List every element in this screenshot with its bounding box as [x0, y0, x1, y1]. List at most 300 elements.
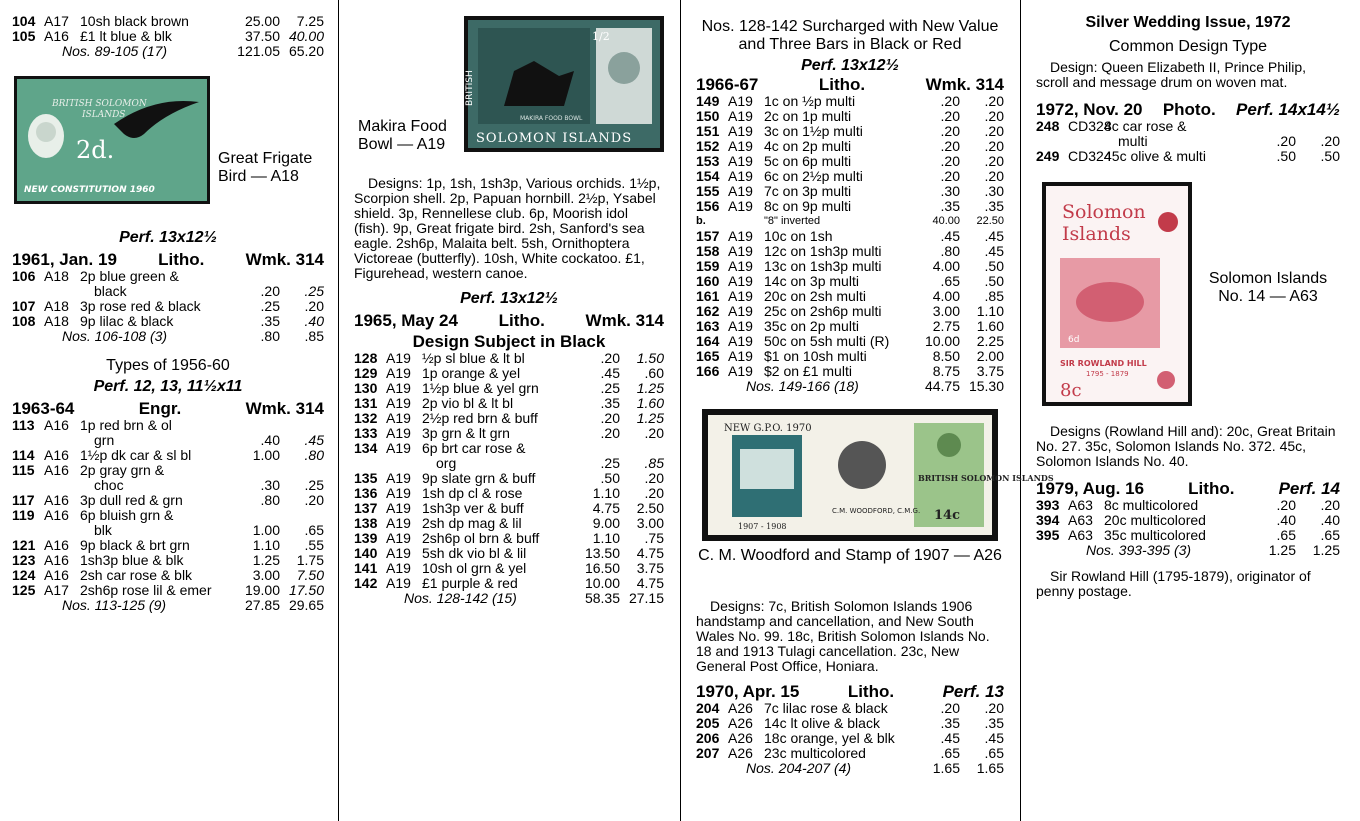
total-unused: 121.05	[237, 43, 280, 59]
description: 10sh black brown	[80, 13, 189, 29]
design-type	[44, 478, 80, 493]
catalog-number: 125	[12, 582, 36, 598]
listing-row	[354, 426, 664, 441]
used-value: 1.50	[636, 350, 664, 366]
description: 23c multicolored	[764, 745, 866, 761]
listing-top	[12, 14, 324, 44]
design-type: A16	[44, 552, 69, 568]
description: 9p black & brt grn	[80, 537, 190, 553]
description: 2sh car rose & blk	[80, 567, 193, 583]
listing-row	[354, 531, 664, 546]
unused-value: 1.00	[252, 447, 280, 463]
unused-value: .20	[1276, 133, 1296, 149]
design-type: A16	[44, 537, 69, 553]
unused-value: .35	[940, 198, 960, 214]
used-value: .30	[984, 183, 1004, 199]
catalog-number: 157	[696, 228, 720, 244]
listing-row	[12, 314, 324, 329]
listing-row	[696, 746, 1004, 761]
used-value: .55	[304, 537, 324, 553]
svg-text:SIR ROWLAND HILL: SIR ROWLAND HILL	[1060, 359, 1147, 368]
unused-value: .20	[1276, 497, 1296, 513]
unused-value: 4.00	[932, 288, 960, 304]
listing-row	[12, 493, 324, 508]
design-type: A16	[44, 507, 69, 523]
listing-row	[354, 516, 664, 531]
catalog-number: 149	[696, 93, 720, 109]
description: blk	[94, 522, 112, 538]
used-value: 2.50	[636, 500, 664, 516]
designs-note: Designs: 1p, 1sh, 1sh3p, Various orchids. 1½p, Scorpion shell. 2p, Papuan hornbill. 2½p, Ysabel shield. 3p, Rennellese club. 6p, Moorish idol (fish). 9p, Great frigate bird. 2sh, Sanford's sea eagle. 2sh6p, Malaita belt. 5sh, Ornithoptera Victoreae (butterfly). 10sh, White cockatoo. £1, Figurehead, western canoe.	[354, 175, 661, 281]
description: 6p bluish grn &	[80, 507, 174, 523]
used-value: .20	[644, 485, 664, 501]
description: 35c on 2p multi	[764, 318, 859, 334]
unused-value: .40	[1276, 512, 1296, 528]
listing-row	[1036, 528, 1340, 543]
queen-portrait-icon	[608, 52, 640, 84]
description: 3p dull red & grn	[80, 492, 183, 508]
catalog-number: 133	[354, 425, 378, 441]
total-label: Nos. 149-166 (18)	[746, 378, 859, 394]
design-subject: Design Subject in Black	[412, 332, 606, 351]
island-icon	[1076, 282, 1144, 322]
issue-heading	[12, 250, 324, 269]
design-type: A19	[728, 363, 753, 379]
catalog-number: 107	[12, 298, 36, 314]
total-unused: 44.75	[924, 378, 960, 394]
unused-value: .20	[940, 700, 960, 716]
issue-process: Photo.	[1162, 100, 1216, 119]
unused-value: .45	[940, 228, 960, 244]
design-type: CD324	[1068, 148, 1112, 164]
used-value: .20	[304, 298, 324, 314]
design-type: CD324	[1068, 118, 1112, 134]
design-type	[1068, 134, 1104, 149]
design-type: A19	[386, 410, 411, 426]
unused-value: .25	[600, 455, 620, 471]
description: 2½p red brn & buff	[422, 410, 538, 426]
used-value: 22.50	[976, 215, 1004, 227]
unused-value: .45	[600, 365, 620, 381]
svg-text:MAKIRA FOOD BOWL: MAKIRA FOOD BOWL	[520, 115, 583, 122]
issue-date: 1966-67	[696, 75, 759, 94]
unused-value: .35	[260, 313, 280, 329]
description: £1 lt blue & blk	[80, 28, 172, 44]
rowland-hill-portrait-icon	[1157, 371, 1175, 389]
unused-value: 1.00	[252, 522, 280, 538]
design-type: A16	[44, 28, 69, 44]
issue-perf: Perf. 14	[1278, 479, 1340, 498]
catalog-number	[354, 456, 386, 471]
issue-subtitle: Common Design Type	[1109, 38, 1267, 55]
unused-value: 3.00	[932, 303, 960, 319]
description: 5sh dk vio bl & lil	[422, 545, 527, 561]
listing-1963	[12, 418, 324, 598]
issue-title: Silver Wedding Issue, 1972	[1085, 14, 1291, 31]
listing-row	[696, 214, 1004, 229]
unused-value: .20	[940, 138, 960, 154]
design-type: A19	[728, 183, 753, 199]
catalog-number: 131	[354, 395, 378, 411]
description: 1½p blue & yel grn	[422, 380, 539, 396]
total-unused: 58.35	[584, 590, 620, 606]
unused-value: .20	[940, 153, 960, 169]
unused-value: 25.00	[244, 13, 280, 29]
design-type: A63	[1068, 497, 1093, 513]
listing-row	[1036, 119, 1340, 134]
listing-row	[12, 478, 324, 493]
description: 5c on 6p multi	[764, 153, 852, 169]
design-type: A17	[44, 582, 69, 598]
issue-watermark: Wmk. 314	[925, 75, 1004, 94]
svg-text:8c: 8c	[1060, 380, 1082, 401]
total-used: 15.30	[968, 378, 1004, 394]
design-type: A19	[386, 485, 411, 501]
catalog-number: 113	[12, 417, 35, 433]
total-label: Nos. 113-125 (9)	[62, 597, 167, 613]
unused-value: 3.00	[252, 567, 280, 583]
catalog-number: b.	[696, 215, 706, 227]
design-type: A19	[386, 560, 411, 576]
description: £1 purple & red	[422, 575, 518, 591]
catalog-number: 117	[12, 492, 35, 508]
rowland-hill-note: Sir Rowland Hill (1795-1879), originator of penny postage.	[1036, 568, 1311, 599]
catalog-number: 132	[354, 410, 378, 426]
catalog-number: 249	[1036, 148, 1060, 164]
description: 18c orange, yel & blk	[764, 730, 895, 746]
used-value: 7.25	[296, 13, 324, 29]
design-type: A26	[728, 745, 753, 761]
total-row	[1036, 543, 1340, 557]
unused-value: .35	[600, 395, 620, 411]
description: black	[94, 283, 127, 299]
unused-value: 1.25	[252, 552, 280, 568]
listing-row	[696, 334, 1004, 349]
description: 1p red brn & ol	[80, 417, 172, 433]
unused-value: 16.50	[584, 560, 620, 576]
unused-value: 4.00	[932, 258, 960, 274]
unused-value: .20	[260, 283, 280, 299]
unused-value	[222, 508, 280, 523]
svg-text:BRITISH SOLOMON ISLANDS: BRITISH SOLOMON ISLANDS	[918, 473, 1054, 483]
listing-row	[696, 701, 1004, 716]
issue-watermark: Wmk. 314	[245, 399, 324, 418]
catalog-number: 153	[696, 153, 720, 169]
listing-row	[696, 364, 1004, 379]
total-row	[12, 598, 324, 612]
catalog-number: 138	[354, 515, 378, 531]
unused-value: 10.00	[584, 575, 620, 591]
description: "8" inverted	[764, 215, 821, 227]
column-rule	[338, 0, 339, 821]
issue-heading	[12, 399, 324, 418]
design-type: A26	[728, 700, 753, 716]
listing-row	[696, 716, 1004, 731]
svg-text:NEW G.P.O. 1970: NEW G.P.O. 1970	[724, 423, 812, 434]
unused-value	[1238, 119, 1296, 134]
unused-value: 9.00	[592, 515, 620, 531]
unused-value: .80	[260, 492, 280, 508]
design-type: A19	[728, 258, 753, 274]
issue-process: Litho.	[818, 75, 866, 94]
unused-value: 1.10	[592, 530, 620, 546]
used-value: .20	[984, 93, 1004, 109]
used-value	[620, 441, 664, 456]
design-type: A19	[728, 153, 753, 169]
catalog-number: 205	[696, 715, 720, 731]
designs-note: Designs (Rowland Hill and): 20c, Great Britain No. 27. 35c, Solomon Islands No. 372. 45c, Solomon Islands No. 40.	[1036, 423, 1336, 469]
design-type: A19	[728, 348, 753, 364]
description: 35c multicolored	[1104, 527, 1206, 543]
column-2	[354, 0, 664, 821]
design-type: A16	[44, 447, 69, 463]
used-value: 17.50	[288, 582, 324, 598]
used-value: .35	[984, 715, 1004, 731]
used-value: .65	[1320, 527, 1340, 543]
catalog-number: 115	[12, 462, 35, 478]
unused-value: 8.75	[932, 363, 960, 379]
issue-perf: Perf. 14x14½	[1236, 100, 1340, 119]
listing-row	[12, 284, 324, 299]
issue-watermark: Wmk. 314	[245, 250, 324, 269]
listing-row	[12, 553, 324, 568]
description: 45c olive & multi	[1104, 148, 1206, 164]
unused-value: .45	[940, 730, 960, 746]
unused-value: 37.50	[244, 28, 280, 44]
svg-text:Islands: Islands	[1062, 223, 1131, 245]
unused-value	[222, 418, 280, 433]
description: 14c lt olive & black	[764, 715, 880, 731]
issue-process: Engr.	[138, 399, 182, 418]
issue-date: 1963-64	[12, 399, 75, 418]
catalog-number: 121	[12, 537, 36, 553]
stamp-a19-block	[354, 14, 664, 164]
catalog-number: 123	[12, 552, 36, 568]
catalog-number: 394	[1036, 512, 1060, 528]
design-type: A19	[728, 168, 753, 184]
total-row	[696, 379, 1004, 393]
design-type: A19	[386, 380, 411, 396]
column-4	[1036, 0, 1340, 821]
catalog-number: 166	[696, 363, 720, 379]
unused-value: .20	[940, 168, 960, 184]
used-value: 4.75	[636, 575, 664, 591]
listing-row	[354, 396, 664, 411]
unused-value: .30	[260, 477, 280, 493]
total-used: 29.65	[288, 597, 324, 613]
issue-date: 1979, Aug. 16	[1036, 479, 1145, 498]
catalog-number: 104	[12, 13, 36, 29]
issue-process: Litho.	[498, 311, 545, 330]
designs-note: Designs: 7c, British Solomon Islands 1906 handstamp and cancellation, and New South Wales No. 99. 18c, British Solomon Islands No. 18 and 1913 Tulagi cancellation. 23c, New General Post Office, Honiara.	[696, 598, 990, 674]
design-type: A16	[44, 567, 69, 583]
unused-value: 1.10	[592, 485, 620, 501]
catalog-number: 139	[354, 530, 378, 546]
unused-value	[222, 269, 280, 284]
listing-row	[12, 269, 324, 284]
catalog-number: 248	[1036, 118, 1060, 134]
used-value	[280, 463, 324, 478]
catalog-number: 106	[12, 268, 36, 284]
unused-value: .20	[940, 108, 960, 124]
catalog-number: 141	[354, 560, 378, 576]
total-row	[12, 329, 324, 343]
design-type: A63	[1068, 527, 1093, 543]
total-used: 1.25	[1312, 542, 1340, 558]
used-value: .20	[984, 700, 1004, 716]
catalog-number: 129	[354, 365, 378, 381]
catalog-number: 160	[696, 273, 720, 289]
used-value: .45	[984, 228, 1004, 244]
listing-row	[354, 486, 664, 501]
design-type: A19	[386, 470, 411, 486]
listing-row	[1036, 134, 1340, 149]
catalog-number: 164	[696, 333, 720, 349]
listing-1966	[696, 94, 1004, 379]
used-value: .20	[304, 492, 324, 508]
svg-text:SOLOMON ISLANDS: SOLOMON ISLANDS	[476, 131, 633, 146]
catalog-number: 155	[696, 183, 720, 199]
unused-value: .50	[600, 470, 620, 486]
listing-row	[12, 508, 324, 523]
used-value: .45	[984, 243, 1004, 259]
used-value: .50	[984, 258, 1004, 274]
svg-text:6d: 6d	[1068, 335, 1080, 345]
used-value: .85	[644, 455, 664, 471]
svg-text:BRITISH SOLOMON: BRITISH SOLOMON	[52, 99, 147, 109]
listing-row	[12, 29, 324, 44]
design-type: A19	[728, 93, 753, 109]
catalog-number: 393	[1036, 497, 1060, 513]
issue-heading	[1036, 100, 1340, 119]
total-unused: .80	[260, 328, 280, 344]
listing-row	[696, 184, 1004, 199]
description: 9p slate grn & buff	[422, 470, 536, 486]
listing-row	[354, 501, 664, 516]
queen-portrait-icon	[1158, 212, 1178, 232]
design-type: A18	[44, 313, 69, 329]
used-value: .25	[304, 477, 324, 493]
listing-row	[12, 538, 324, 553]
total-label: Nos. 393-395 (3)	[1086, 542, 1192, 558]
description: multi	[1118, 133, 1148, 149]
listing-row	[696, 229, 1004, 244]
description: 6p brt car rose &	[422, 440, 526, 456]
listing-row	[12, 299, 324, 314]
unused-value: .40	[260, 432, 280, 448]
description: 8c on 9p multi	[764, 198, 852, 214]
unused-value: .20	[600, 425, 620, 441]
unused-value: .30	[940, 183, 960, 199]
description: 7c lilac rose & black	[764, 700, 888, 716]
queen-portrait-icon	[36, 122, 56, 142]
listing-row	[696, 139, 1004, 154]
catalog-number: 136	[354, 485, 378, 501]
total-used: 1.65	[976, 760, 1004, 776]
unused-value: 13.50	[584, 545, 620, 561]
listing-1970	[696, 701, 1004, 761]
catalog-number: 156	[696, 198, 720, 214]
total-row	[12, 44, 324, 58]
listing-row	[354, 456, 664, 471]
perf-heading: Perf. 13x12½	[460, 290, 558, 307]
catalog-number: 142	[354, 575, 378, 591]
listing-row	[696, 124, 1004, 139]
listing-row	[696, 259, 1004, 274]
stamp-a18-block	[12, 70, 324, 220]
used-value: .20	[984, 168, 1004, 184]
catalog-number: 395	[1036, 527, 1060, 543]
description: 2sh dp mag & lil	[422, 515, 522, 531]
used-value: 1.60	[636, 395, 664, 411]
catalog-number	[12, 284, 44, 299]
total-unused: 27.85	[244, 597, 280, 613]
perf-heading: Perf. 13x12½	[119, 229, 217, 246]
stamp-a26-caption: C. M. Woodford and Stamp of 1907 — A26	[698, 547, 1002, 564]
unused-value: .25	[260, 298, 280, 314]
used-value: 1.60	[976, 318, 1004, 334]
used-value: .50	[984, 273, 1004, 289]
design-type	[44, 433, 80, 448]
used-value	[1296, 119, 1340, 134]
listing-row	[696, 199, 1004, 214]
queen-portrait-icon	[937, 433, 961, 457]
unused-value: .20	[600, 410, 620, 426]
description: 10sh ol grn & yel	[422, 560, 527, 576]
column-1	[12, 0, 324, 821]
design-type: A19	[386, 515, 411, 531]
design-note: Design: Queen Elizabeth II, Prince Philip, scroll and message drum on woven mat.	[1036, 59, 1307, 90]
issue-heading	[354, 311, 664, 330]
used-value: 3.00	[636, 515, 664, 531]
listing-row	[354, 576, 664, 591]
design-type: A19	[728, 288, 753, 304]
issue-process: Litho.	[1188, 479, 1235, 498]
stamp-a63-caption: Solomon Islands No. 14 — A63	[1208, 270, 1328, 305]
description: 4c on 2p multi	[764, 138, 852, 154]
catalog-number: 134	[354, 440, 378, 456]
used-value: 1.25	[636, 380, 664, 396]
unused-value: 4.75	[592, 500, 620, 516]
stamp-a19-caption: Makira Food Bowl — A19	[358, 118, 447, 153]
listing-1965	[354, 351, 664, 591]
design-type: A63	[1068, 512, 1093, 528]
description: 12c on 1sh3p multi	[764, 243, 882, 259]
used-value: .25	[304, 283, 324, 299]
listing-row	[696, 274, 1004, 289]
description: 13c on 1sh3p multi	[764, 258, 882, 274]
listing-row	[696, 289, 1004, 304]
design-type: A16	[44, 462, 69, 478]
catalog-number: 137	[354, 500, 378, 516]
catalog-number: 105	[12, 28, 36, 44]
used-value: .20	[984, 138, 1004, 154]
design-type: A26	[728, 730, 753, 746]
catalog-number: 161	[696, 288, 720, 304]
design-type: A19	[386, 575, 411, 591]
issue-heading	[696, 682, 1004, 701]
unused-value: .35	[940, 715, 960, 731]
design-type: A19	[386, 425, 411, 441]
catalog-number: 150	[696, 108, 720, 124]
used-value: 1.10	[976, 303, 1004, 319]
design-type	[44, 284, 80, 299]
unused-value: .65	[940, 745, 960, 761]
svg-text:Solomon: Solomon	[1062, 201, 1146, 223]
catalog-number: 128	[354, 350, 378, 366]
used-value: .20	[984, 108, 1004, 124]
unused-value: .50	[1276, 148, 1296, 164]
